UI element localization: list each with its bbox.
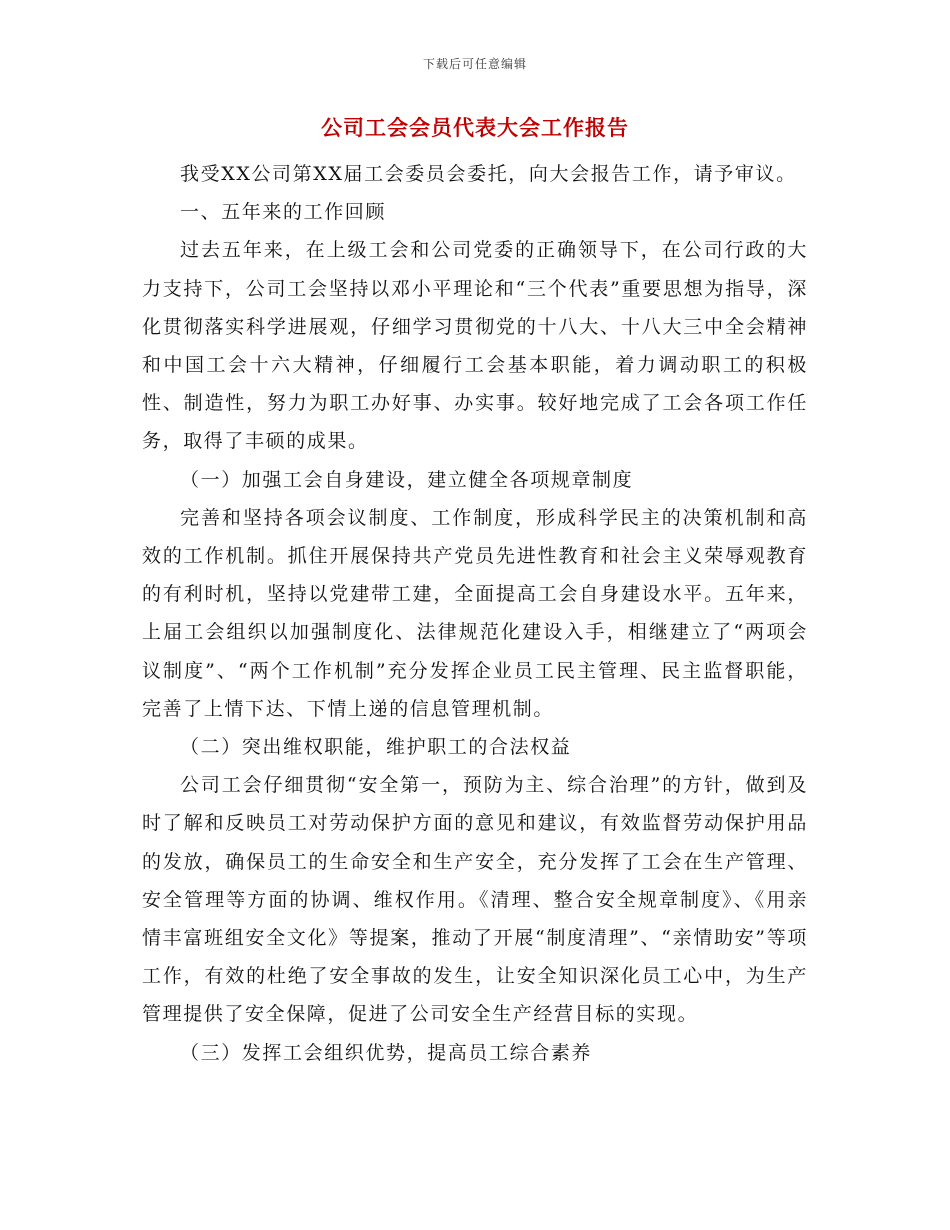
subsection-heading-1: （一）加强工会自身建设，建立健全各项规章制度: [180, 468, 634, 491]
section-heading-review: 一、五年来的工作回顾: [180, 201, 387, 224]
subsection-heading-2: （二）突出维权职能，维护职工的合法权益: [180, 736, 572, 759]
paragraph-subsection-1: 完善和坚持各项会议制度、工作制度，形成科学民主的决策机制和高效的工作机制。抓住开展保持共产党员先进性教育和社会主义荣辱观教育的有利时机，坚持以党建带工建，全面提高工会自身建设水平。五年来，上届工会组织以加强制度化、法律规范化建设入手，相继建立了“两项会议制度”、“两个工作机制”充分发挥企业员工民主管理、民主监督职能，完善了上情下达、下情上递的信息管理机制。: [142, 506, 808, 720]
paragraph-review: 过去五年来，在上级工会和公司党委的正确领导下，在公司行政的大力支持下，公司工会坚持以邓小平理论和“三个代表”重要思想为指导，深化贯彻落实科学进展观，仔细学习贯彻党的十八大、十八大三中全会精神和中国工会十六大精神，仔细履行工会基本职能，着力调动职工的积极性、制造性，努力为职工办好事、办实事。较好地完成了工会各项工作任务，取得了丰硕的成果。: [142, 239, 808, 453]
subsection-heading-3: （三）发挥工会组织优势，提高员工综合素养: [180, 1041, 593, 1064]
document-title: 公司工会会员代表大会工作报告: [321, 116, 629, 140]
page-header-note: 下载后可任意编辑: [422, 57, 527, 71]
paragraph-subsection-2: 公司工会仔细贯彻“安全第一，预防为主、综合治理”的方针，做到及时了解和反映员工对劳动保护方面的意见和建议，有效监督劳动保护用品的发放，确保员工的生命安全和生产安全，充分发挥了工会在生产管理、安全管理等方面的协调、维权作用。《清理、整合安全规章制度》、《用亲情丰富班组安全文化》等提案，推动了开展“制度清理”、“亲情助安”等项工作，有效的杜绝了安全事故的发生，让安全知识深化员工心中，为生产管理提供了安全保障，促进了公司安全生产经营目标的实现。: [142, 774, 808, 1026]
paragraph-intro: 我受XX公司第XX届工会委员会委托，向大会报告工作，请予审议。: [180, 163, 797, 185]
document-body: [142, 155, 808, 1072]
